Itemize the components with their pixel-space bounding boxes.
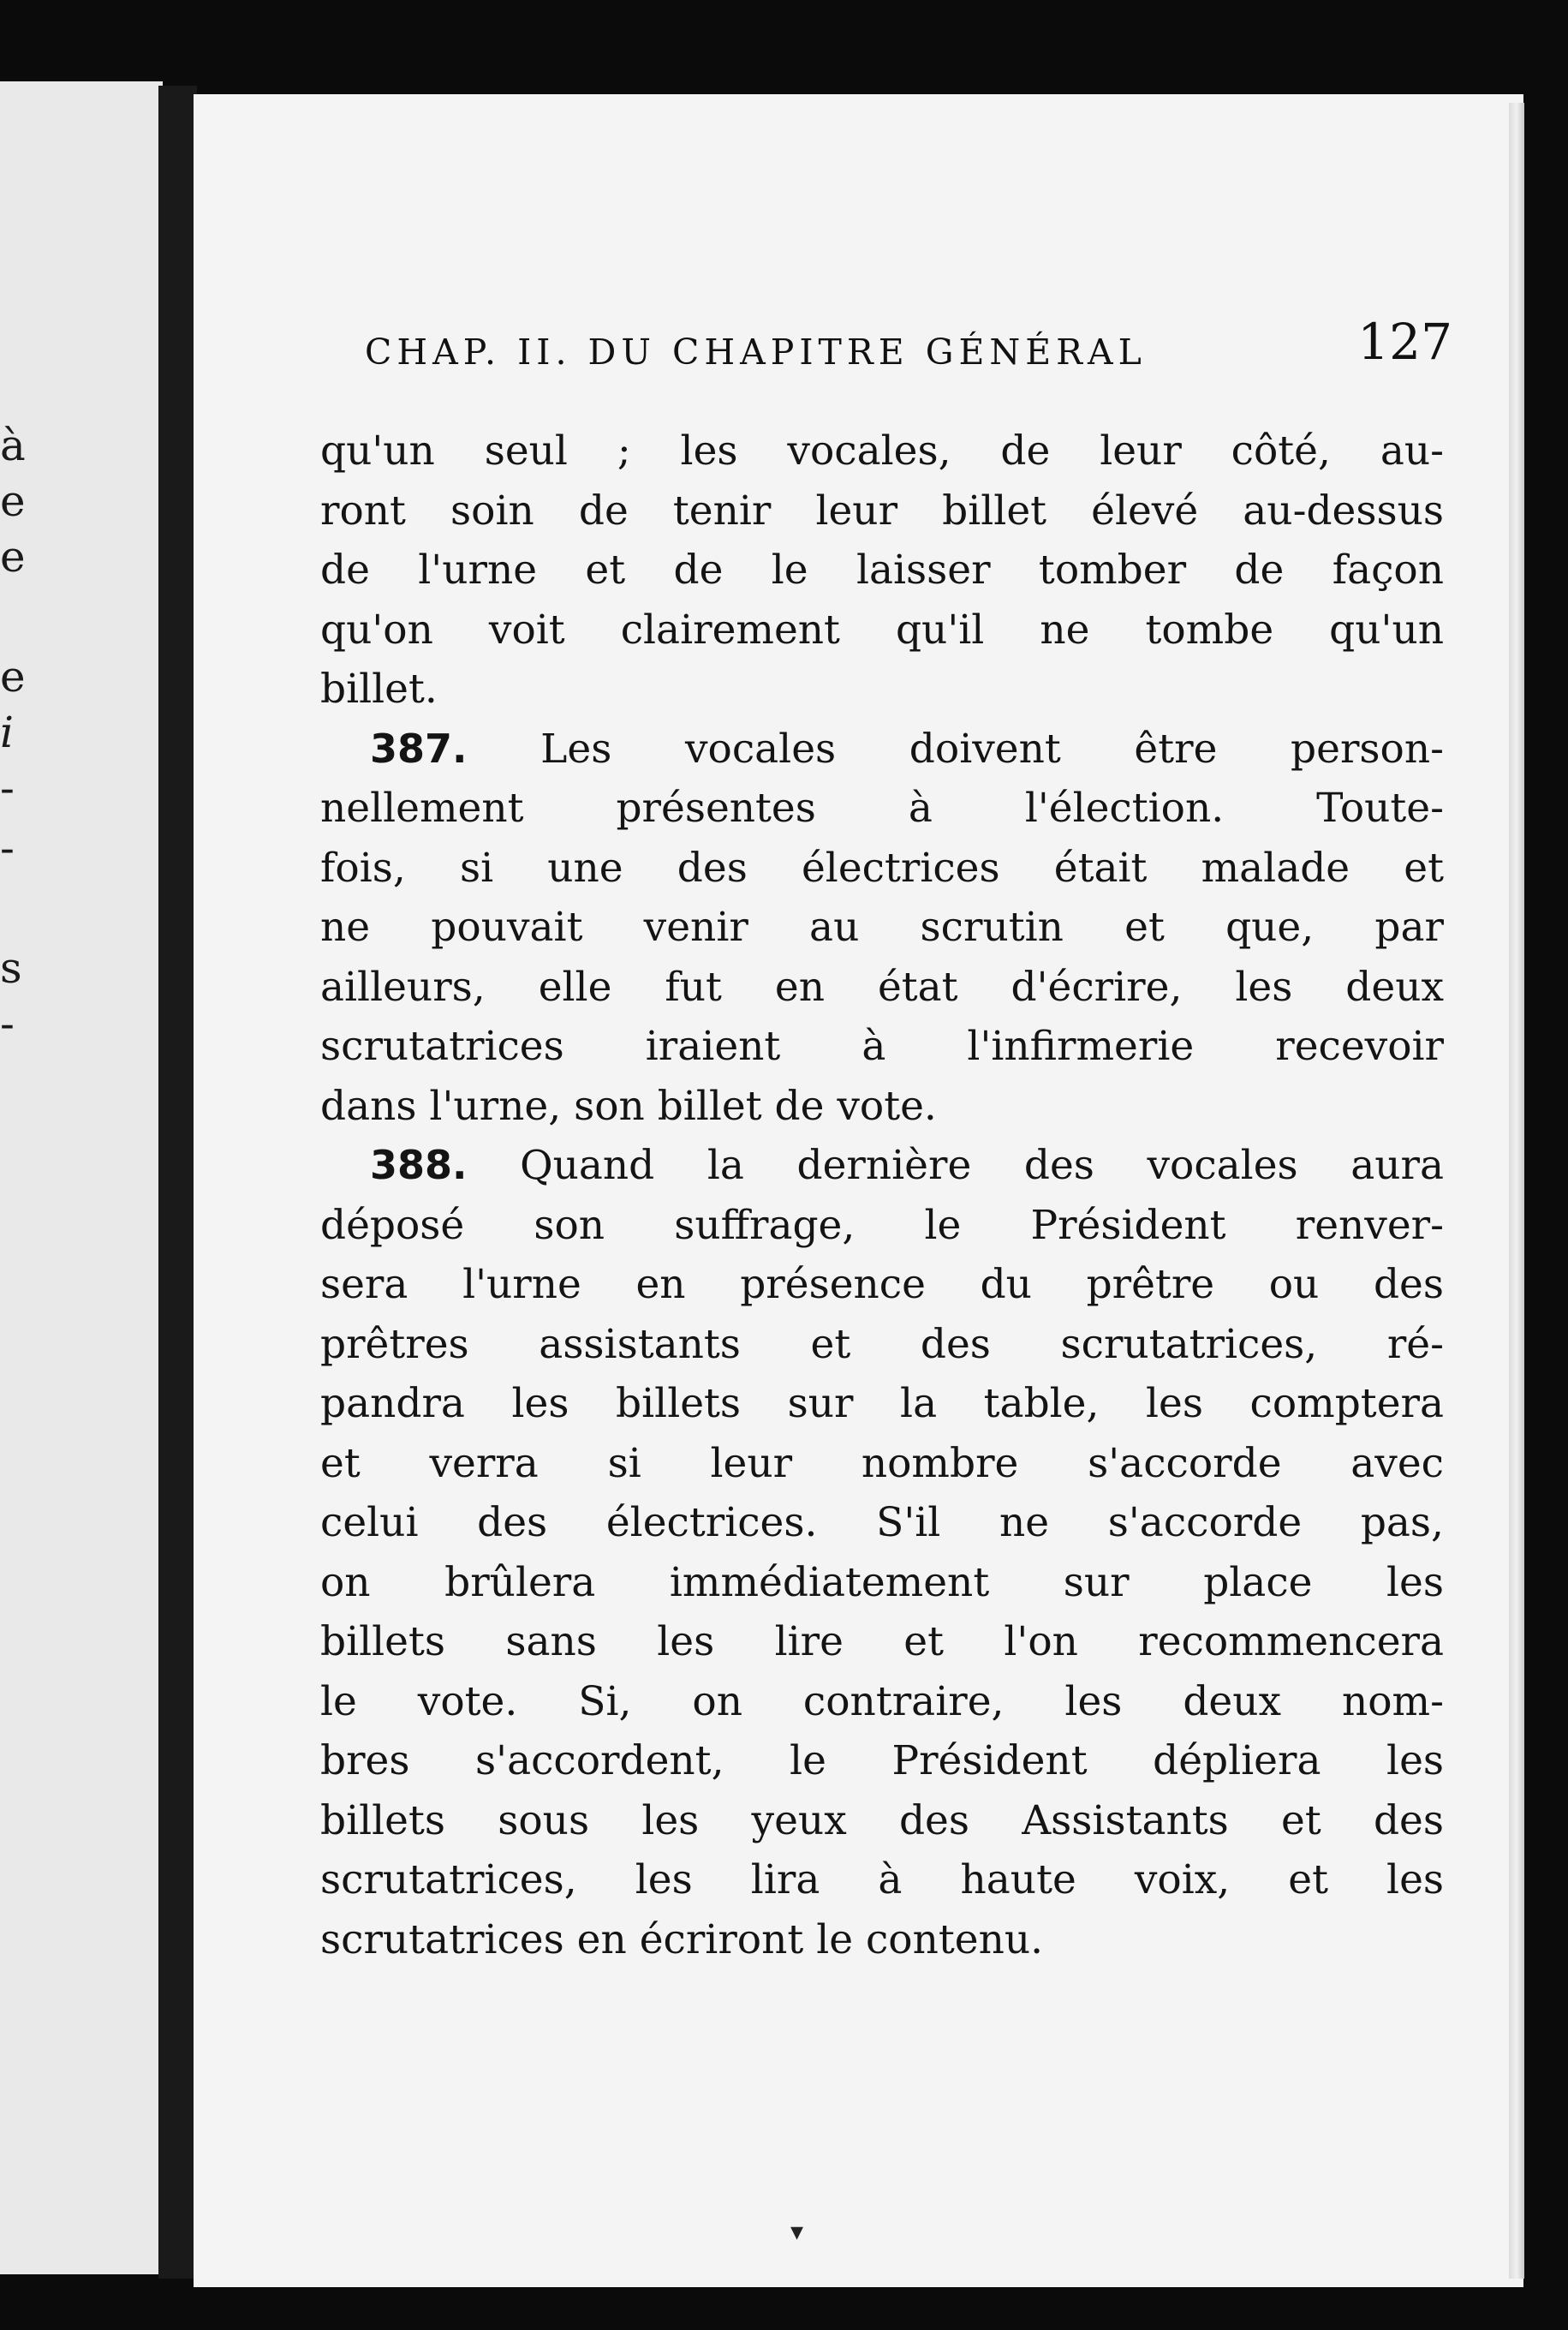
fragment: -	[0, 999, 15, 1048]
facing-page-edge	[0, 81, 163, 2274]
text-line: scrutatrices, les lira à haute voix, et les	[320, 1856, 1444, 1903]
text-line: qu'un seul ; les vocales, de leur côté, au-	[320, 427, 1444, 475]
page-edge-shadow	[1509, 103, 1524, 2279]
body-text	[320, 421, 1444, 1969]
text-line: qu'on voit clairement qu'il ne tombe qu'un	[320, 606, 1444, 654]
paragraph-388-first-line	[320, 1136, 1444, 1196]
text-line: et verra si leur nombre s'accorde avec	[320, 1439, 1444, 1487]
fragment: e	[0, 532, 26, 582]
signature-mark: ▾	[790, 2217, 804, 2247]
text-line: Quand la dernière des vocales aura	[520, 1142, 1444, 1189]
fragment: s	[0, 943, 22, 993]
fragment: e	[0, 476, 26, 526]
fragment: e	[0, 652, 26, 702]
text-line: ront soin de tenir leur billet élevé au-dessus	[320, 487, 1444, 535]
text-line: ne pouvait venir au scrutin et que, par	[320, 904, 1444, 951]
text-line: billet.	[320, 666, 438, 713]
fragment: -	[0, 763, 15, 813]
text-line: sera l'urne en présence du prêtre ou des	[320, 1261, 1444, 1308]
text-line: bres s'accordent, le Président dépliera les	[320, 1737, 1444, 1784]
book-gutter	[158, 86, 197, 2279]
text-line: billets sous les yeux des Assistants et des	[320, 1796, 1444, 1844]
text-line: celui des électrices. S'il ne s'accorde pas,	[320, 1499, 1444, 1546]
text-line: ailleurs, elle fut en état d'écrire, les deux	[320, 963, 1444, 1011]
paragraph-number: 388.	[370, 1142, 468, 1188]
text-line: scrutatrices iraient à l'infirmerie recevoir	[320, 1023, 1444, 1070]
text-line: déposé son suffrage, le Président renver-	[320, 1201, 1444, 1249]
book-page	[194, 94, 1523, 2287]
page-number: 127	[1357, 313, 1452, 371]
text-line: billets sans les lire et l'on recommencera	[320, 1618, 1444, 1665]
text-line: de l'urne et de le laisser tomber de façon	[320, 547, 1444, 594]
text-line: on brûlera immédiatement sur place les	[320, 1558, 1444, 1606]
text-line: pandra les billets sur la table, les comptera	[320, 1380, 1444, 1427]
running-head	[365, 313, 1452, 381]
running-head-title: CHAP. II. DU CHAPITRE GÉNÉRAL	[365, 332, 1147, 373]
paragraph-387-first-line	[320, 720, 1444, 780]
text-line: scrutatrices en écriront le contenu.	[320, 1915, 1044, 1963]
fragment: à	[0, 421, 26, 470]
text-line: Les vocales doivent être person-	[540, 725, 1444, 773]
text-line: fois, si une des électrices était malade et	[320, 844, 1444, 892]
paragraph-number: 387.	[370, 725, 468, 772]
fragment: -	[0, 823, 15, 873]
facing-page-fragments	[0, 81, 26, 2274]
text-line: nellement présentes à l'élection. Toute-	[320, 785, 1444, 832]
text-line: le vote. Si, on contraire, les deux nom-	[320, 1677, 1444, 1725]
text-line: dans l'urne, son billet de vote.	[320, 1082, 937, 1130]
fragment: i	[0, 708, 14, 757]
text-line: prêtres assistants et des scrutatrices, ré-	[320, 1320, 1444, 1368]
